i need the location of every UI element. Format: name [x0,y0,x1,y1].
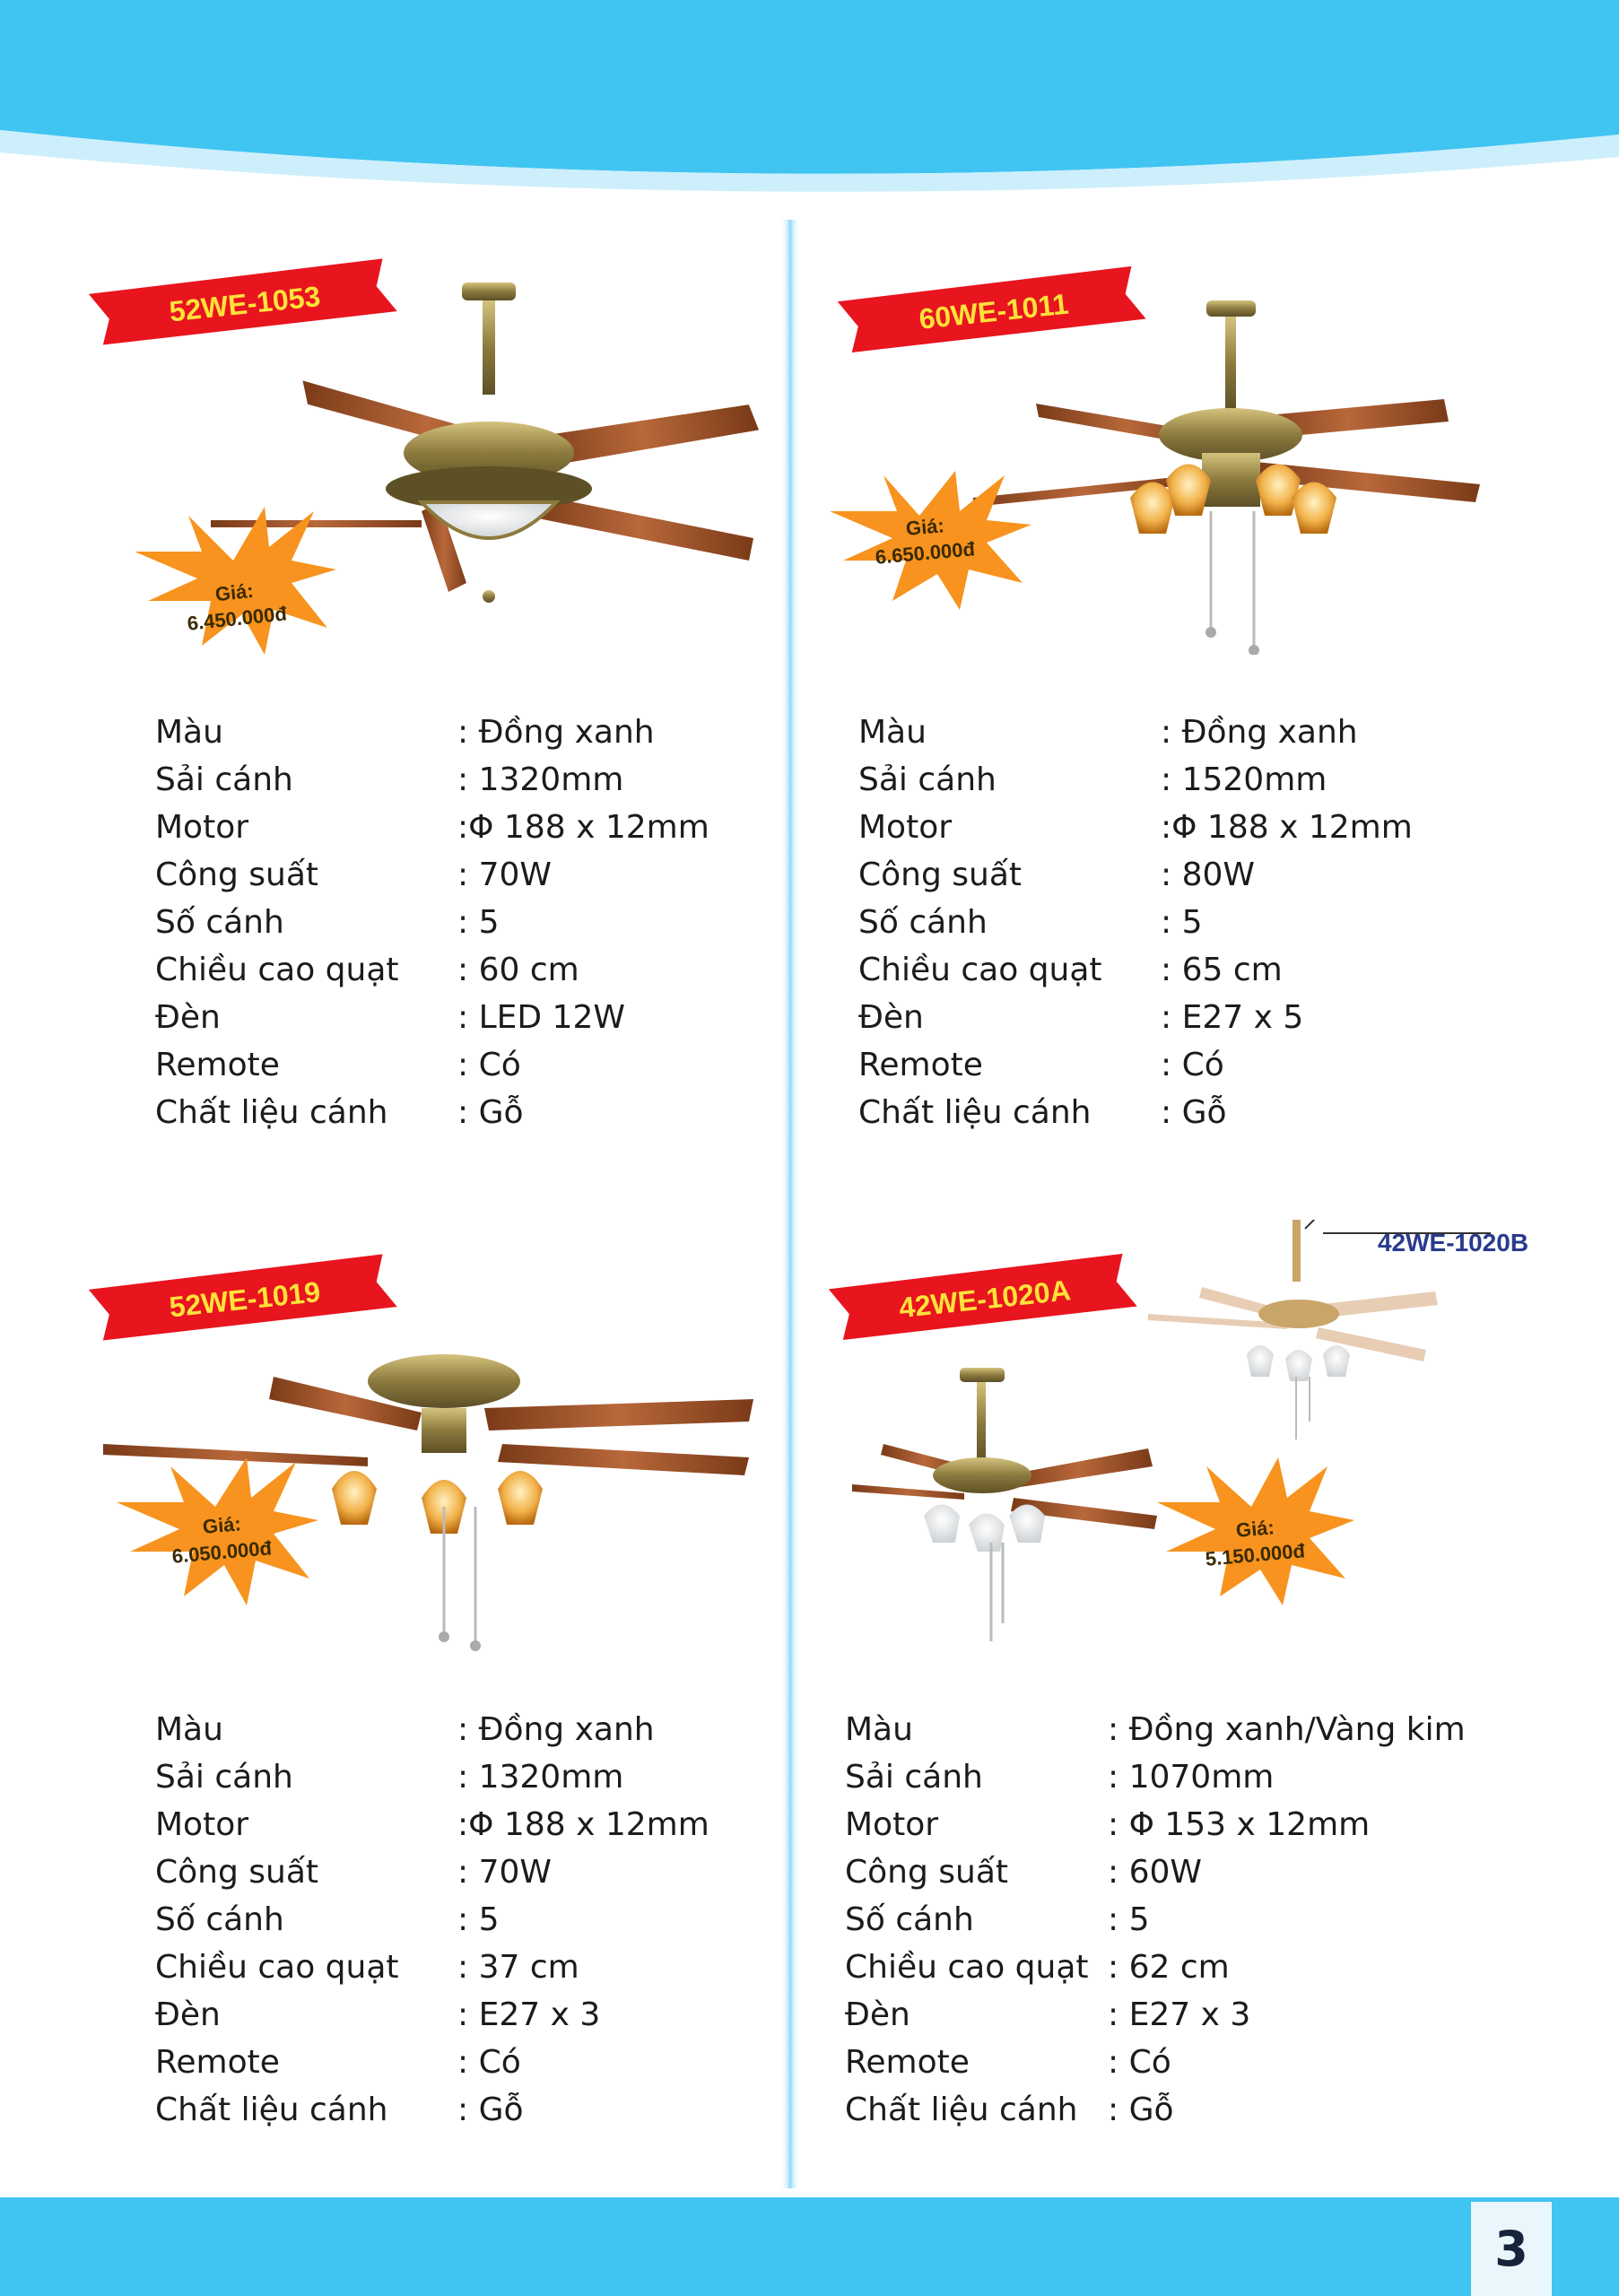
spec-label: Remote [155,2044,280,2081]
model-code: 52WE-1053 [168,280,322,328]
price-burst [117,1457,318,1605]
spec-value: : 65 cm [1161,952,1283,988]
spec-value: 188 x 12mm [1206,809,1413,846]
price-label: Giá: [201,1512,242,1538]
footer-band [0,2197,1619,2296]
spec-value: : Có [1108,2044,1171,2081]
spec-label: Màu [155,714,223,751]
spec-label: Motor [858,809,953,846]
price-label: Giá: [1234,1516,1275,1542]
spec-value: : Đồng xanh/Vàng kim [1108,1711,1466,1748]
spec-label: Đèn [155,1996,221,2033]
spec-value: : Có [457,1047,521,1083]
spec-label: Remote [858,1047,983,1083]
price-value: 5.150.000đ [1204,1539,1306,1570]
spec-label: Số cánh [155,904,284,941]
variant-model-code: 42WE-1020B [1377,1229,1529,1257]
spec-value: : Gỗ [1108,2092,1174,2128]
spec-value: 153 x 12mm [1164,1806,1371,1843]
spec-label: Remote [155,1047,280,1083]
price-burst [1157,1457,1354,1605]
price-burst [830,471,1031,610]
diameter-icon: :Φ [457,809,504,846]
spec-label: Màu [155,1711,223,1748]
product-card [0,224,807,1193]
spec-value: : 60W [1108,1854,1202,1891]
product-card [807,1220,1615,2188]
spec-value: : 5 [457,904,500,941]
price-label: Giá: [213,578,255,606]
model-ribbon [837,265,1146,353]
product-card [0,1220,807,2188]
page-number: 3 [1471,2202,1552,2296]
spec-value: : LED 12W [457,999,625,1036]
model-ribbon [828,1253,1137,1341]
product-card [807,224,1615,1193]
spec-label: Chiều cao quạt [155,952,399,988]
spec-value: : Có [1161,1047,1224,1083]
model-ribbon [88,257,397,345]
spec-label: Đèn [858,999,924,1036]
model-ribbon [88,1253,397,1341]
ceiling-fan-five-lamps-icon [973,300,1480,655]
spec-value: : Gỗ [457,1094,524,1131]
spec-value: : 37 cm [457,1949,579,1986]
price-value: 6.650.000đ [874,537,976,569]
spec-label: Đèn [845,1996,910,2033]
spec-value: : E27 x 3 [457,1996,601,2033]
spec-label: Sải cánh [845,1759,983,1796]
spec-value: : 62 cm [1108,1949,1230,1986]
spec-label: Remote [845,2044,970,2081]
spec-value: : 1520mm [1161,761,1327,798]
model-code: 52WE-1019 [168,1275,322,1324]
model-code: 42WE-1020A [897,1274,1073,1325]
spec-value: : E27 x 3 [1108,1996,1251,2033]
diameter-icon: :Φ [1161,809,1207,846]
ceiling-fan-three-lamps-icon [852,1368,1157,1641]
spec-label: Motor [155,1806,249,1843]
spec-label: Công suất [155,1854,319,1891]
price-value: 6.050.000đ [170,1536,273,1568]
spec-value: : Đồng xanh [457,714,655,751]
spec-value: : 70W [457,1854,552,1891]
spec-value: : 1070mm [1108,1759,1275,1796]
spec-label: Công suất [155,857,319,893]
spec-label: Số cánh [155,1901,284,1938]
spec-value: : 5 [1161,904,1203,941]
spec-label: Số cánh [858,904,988,941]
spec-label: Sải cánh [155,761,293,798]
spec-label: Motor [845,1806,939,1843]
spec-label: Đèn [155,999,221,1036]
spec-label: Công suất [858,857,1023,893]
spec-label: Sải cánh [858,761,997,798]
price-burst [135,507,336,655]
spec-value: : 70W [457,857,552,893]
spec-label: Màu [858,714,927,751]
spec-label: Chất liệu cánh [858,1094,1092,1131]
spec-value: : Đồng xanh [1161,714,1358,751]
spec-value: 188 x 12mm [503,809,709,846]
spec-label: Chiều cao quạt [845,1949,1089,1986]
spec-label: Số cánh [845,1901,974,1938]
spec-value: : Đồng xanh [457,1711,655,1748]
spec-value: : Có [457,2044,521,2081]
spec-value: : 60 cm [457,952,579,988]
spec-label: Công suất [845,1854,1009,1891]
spec-value: : 80W [1161,857,1255,893]
diameter-icon: : Φ [1108,1806,1165,1843]
model-code: 60WE-1011 [917,287,1070,335]
spec-value: : 5 [457,1901,500,1938]
spec-label: Chất liệu cánh [155,1094,388,1131]
diameter-icon: :Φ [457,1806,504,1843]
spec-label: Chiều cao quạt [858,952,1102,988]
spec-label: Chất liệu cánh [155,2092,388,2128]
spec-label: Chất liệu cánh [845,2092,1078,2128]
spec-label: Motor [155,809,249,846]
spec-label: Chiều cao quạt [155,1949,399,1986]
price-label: Giá: [904,514,945,540]
price-value: 6.450.000đ [186,602,288,635]
header-wave-band [0,0,1619,193]
spec-value: : 5 [1108,1901,1150,1938]
spec-label: Màu [845,1711,913,1748]
spec-value: : 1320mm [457,761,624,798]
spec-value: : Gỗ [1161,1094,1227,1131]
spec-label: Sải cánh [155,1759,293,1796]
spec-value: : 1320mm [457,1759,624,1796]
spec-value: : E27 x 5 [1161,999,1304,1036]
spec-value: 188 x 12mm [503,1806,709,1843]
spec-value: : Gỗ [457,2092,524,2128]
